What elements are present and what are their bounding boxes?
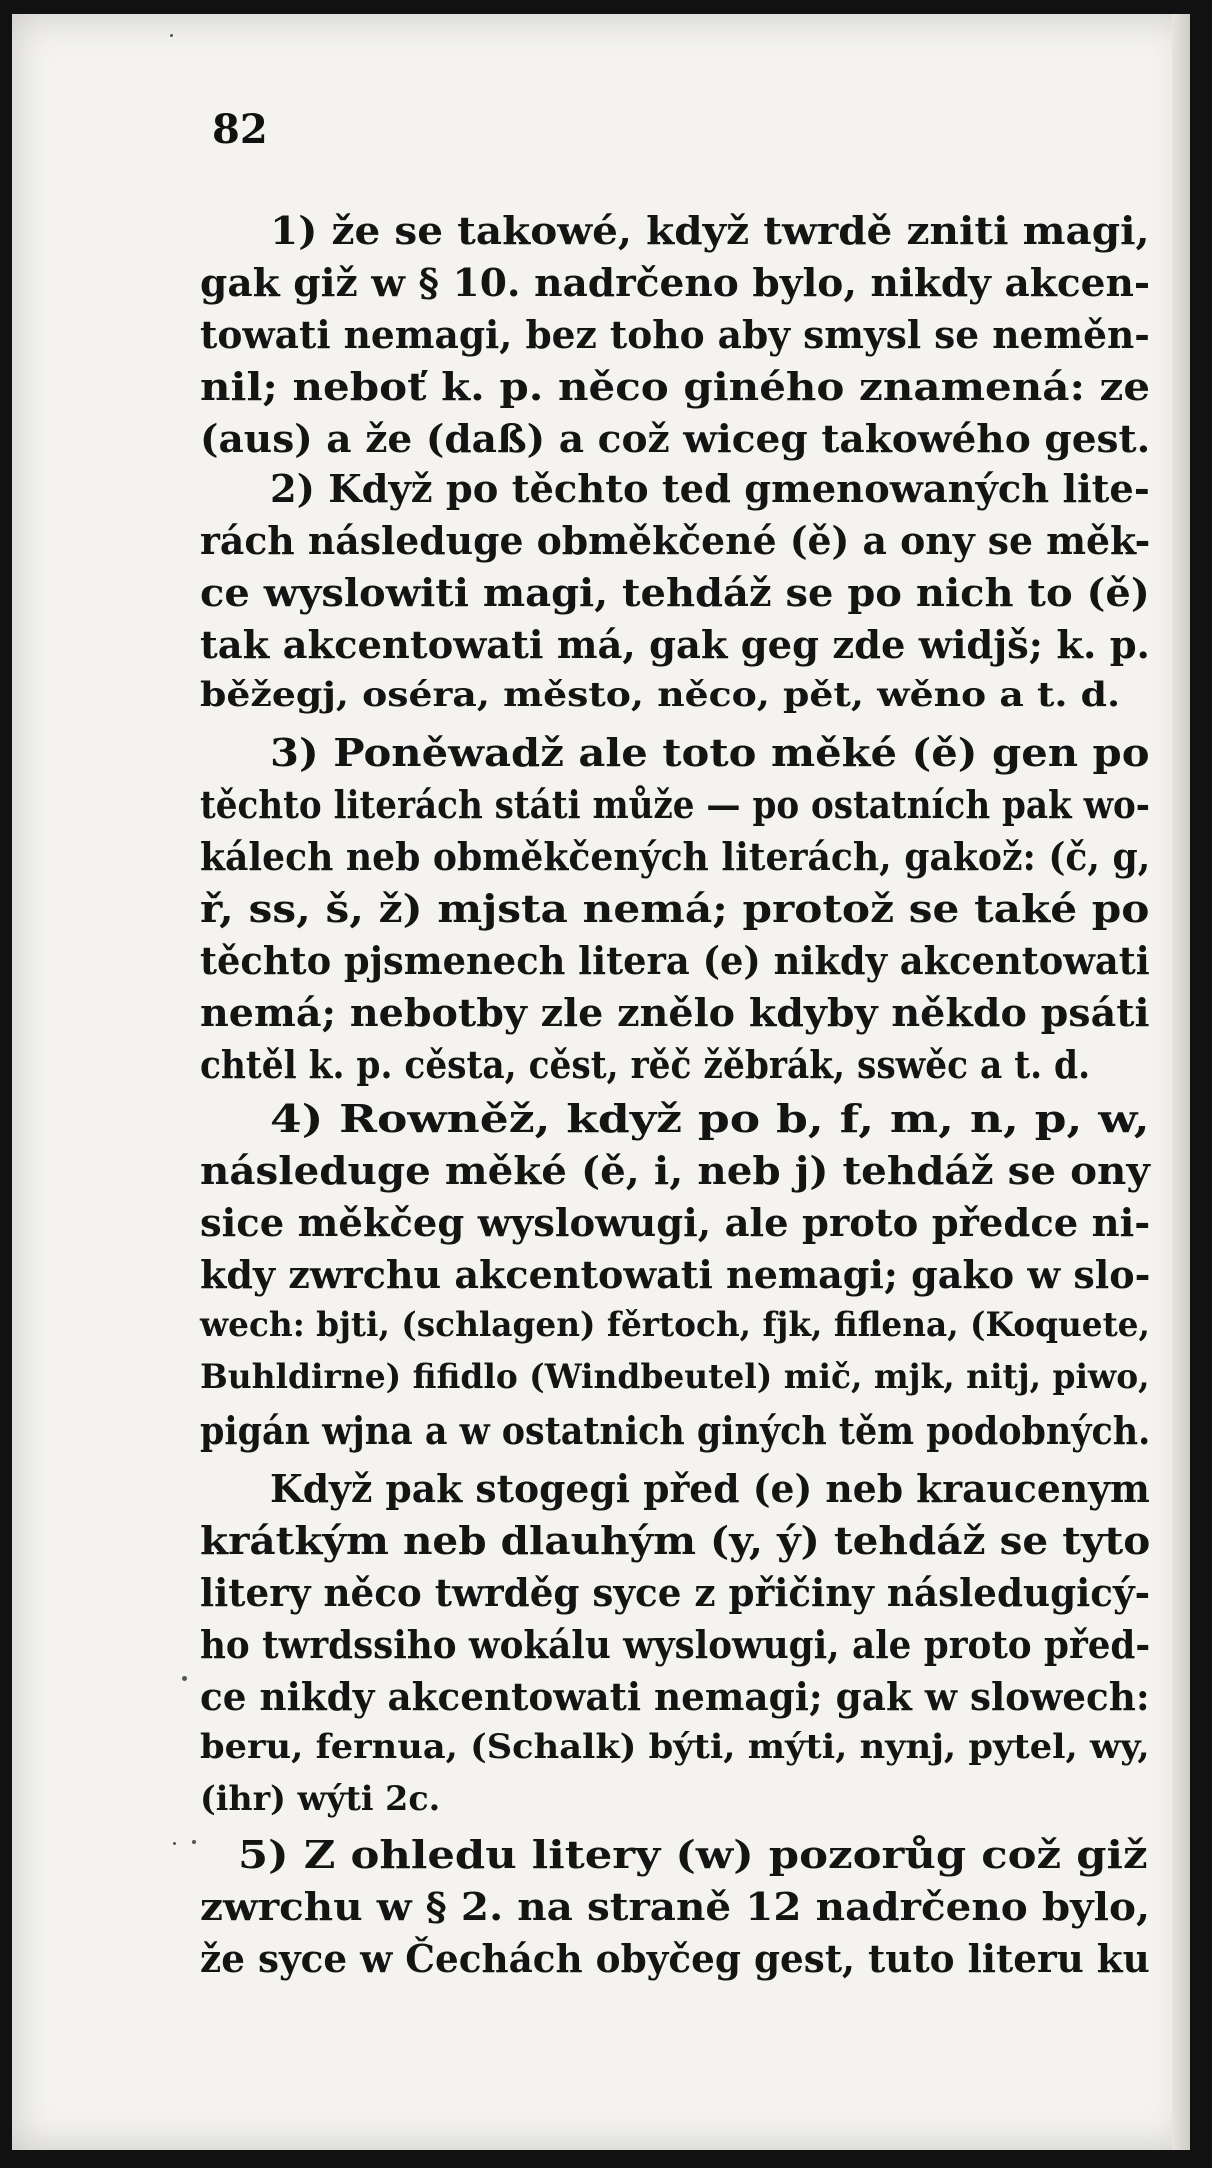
text-line: Když pak stogegi před (e) neb kraucenym [270, 1466, 1150, 1511]
print-speck [170, 34, 173, 37]
print-speck [173, 1842, 176, 1845]
page-number: 82 [212, 106, 268, 153]
text-line: běžegj, oséra, město, něco, pět, wěno a t. d. [200, 675, 1121, 715]
text-line: kdy zwrchu akcentowati nemagi; gako w slo- [200, 1252, 1151, 1297]
text-line: litery něco twrděg syce z přičiny následugicý- [200, 1570, 1151, 1615]
text-line: zwrchu w § 2. na straně 12 nadrčeno bylo, [200, 1884, 1151, 1929]
text-line: sice měkčeg wyslowugi, ale proto předce ni- [200, 1200, 1151, 1245]
text-line: Buhldirne) fifidlo (Windbeutel) mič, mjk, nitj, piwo, [200, 1357, 1150, 1397]
text-line: 2) Když po těchto ted gmenowaných lite- [270, 466, 1150, 511]
text-line: nil; neboť k. p. něco giného znamená: ze [200, 364, 1151, 409]
text-line: kálech neb obměkčených literách, gakož: (č, g, [200, 834, 1151, 879]
print-speck [182, 1676, 187, 1681]
text-line: tak akcentowati má, gak geg zde widjš; k. p. [200, 622, 1150, 667]
text-line: towati nemagi, bez toho aby smysl se neměn- [200, 312, 1150, 357]
text-line: ce wyslowiti magi, tehdáž se po nich to (ě) [200, 570, 1150, 615]
text-line: pigán wjna a w ostatnich giných těm podobných. [200, 1408, 1151, 1453]
text-line: (ihr) wýti 2c. [200, 1779, 441, 1819]
text-line: (aus) a že (daß) a což wiceg takowého gest. [200, 416, 1151, 461]
text-line: gak giž w § 10. nadrčeno bylo, nikdy akcen- [200, 260, 1151, 305]
text-line: beru, fernua, (Schalk) býti, mýti, nynj, pytel, wy, [200, 1727, 1150, 1767]
text-line: chtěl k. p. cěsta, cěst, rěč žěbrák, sswěc a t. d. [200, 1042, 1091, 1087]
text-line: wech: bjti, (schlagen) fěrtoch, fjk, fiflena, (Koquete, [200, 1305, 1150, 1345]
text-line: 1) že se takowé, když twrdě zniti magi, [270, 208, 1150, 253]
text-line: 5) Z ohledu litery (w) pozorůg což giž [238, 1832, 1148, 1877]
text-line: následuge měké (ě, i, neb j) tehdáž se ony [200, 1148, 1150, 1193]
text-line: těchto pjsmenech litera (e) nikdy akcentowati [200, 938, 1150, 983]
text-line: 3) Poněwadž ale toto měké (ě) gen po [270, 730, 1150, 775]
text-line: ce nikdy akcentowati nemagi; gak w slowech: [200, 1674, 1150, 1719]
book-page [12, 14, 1190, 2150]
text-line: krátkým neb dlauhým (y, ý) tehdáž se tyto [200, 1518, 1151, 1563]
page-text [12, 14, 1190, 2150]
text-line: rách následuge obměkčené (ě) a ony se měk- [200, 518, 1151, 563]
text-line: nemá; nebotby zle znělo kdyby někdo psáti [200, 990, 1150, 1035]
text-line: ř, ss, š, ž) mjsta nemá; protož se také po [200, 886, 1150, 931]
print-speck [192, 1840, 196, 1844]
text-line: ho twrdssiho wokálu wyslowugi, ale proto před- [200, 1622, 1151, 1667]
text-line: že syce w Čechách obyčeg gest, tuto literu ku [200, 1936, 1150, 1981]
text-line: těchto literách státi může — po ostatních pak wo- [200, 782, 1150, 827]
text-line: 4) Rowněž, když po b, f, m, n, p, w, [270, 1096, 1150, 1141]
